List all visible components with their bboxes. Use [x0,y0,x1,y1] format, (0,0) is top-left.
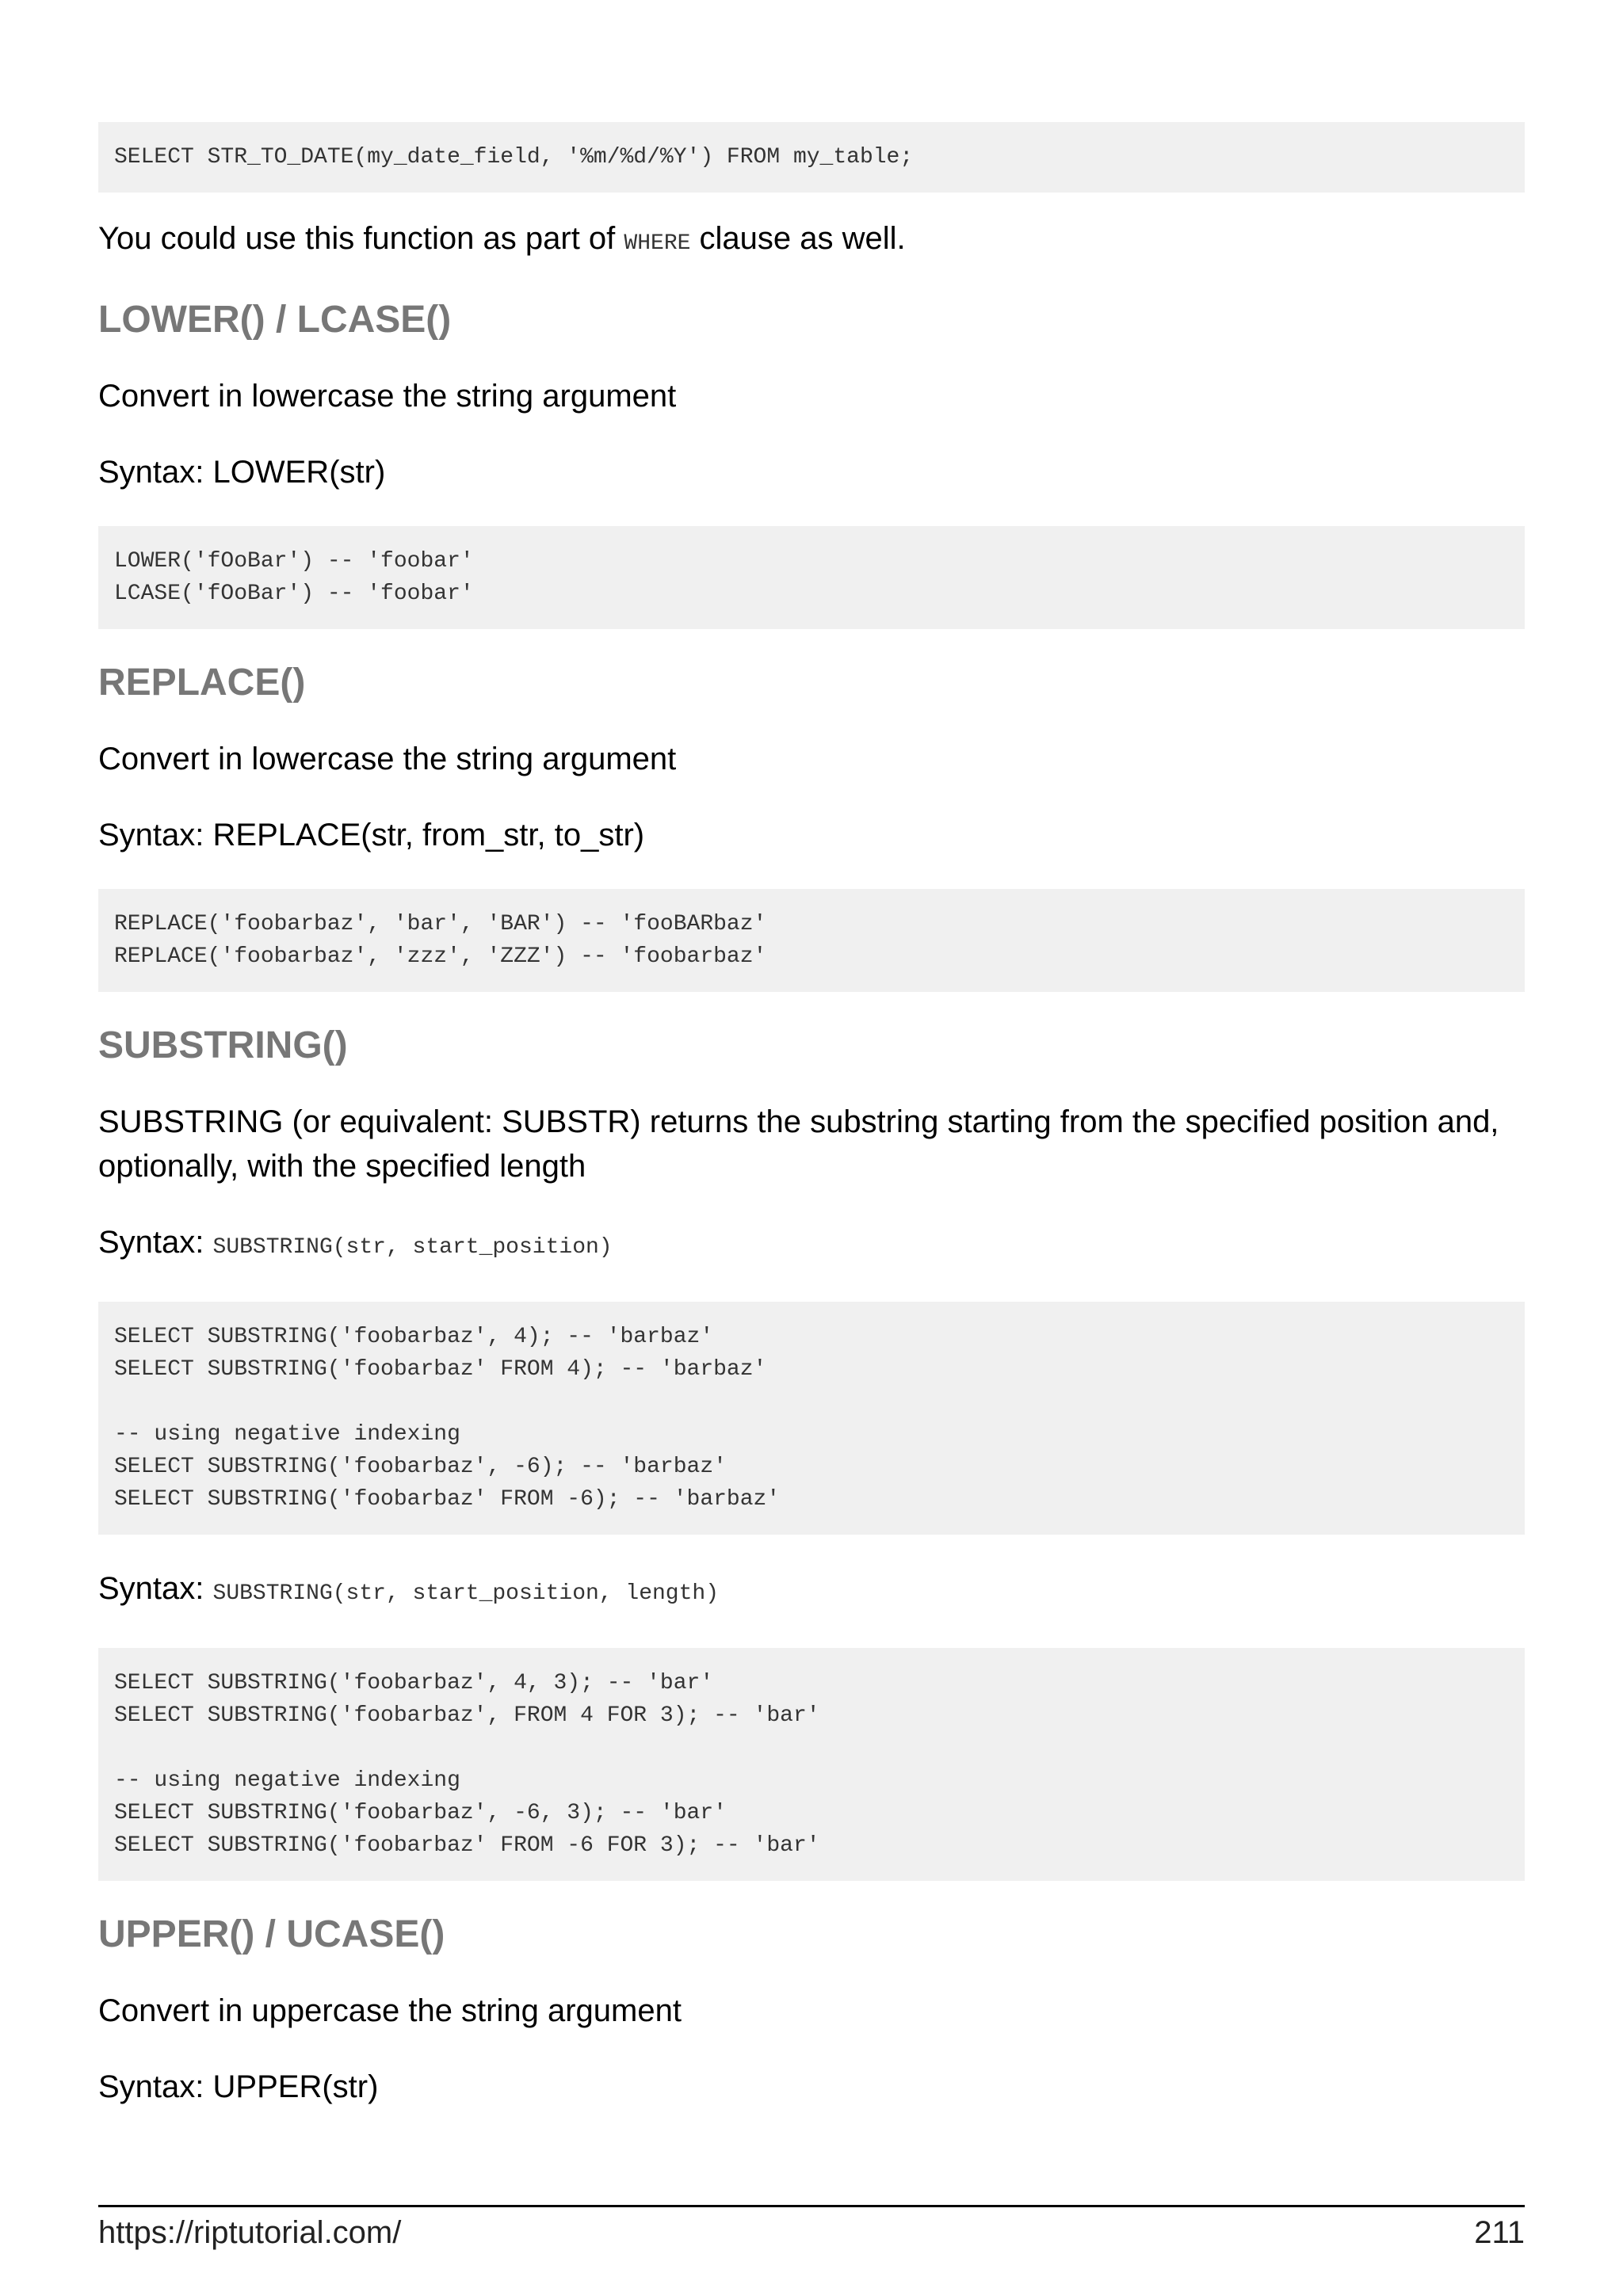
code-line: -- using negative indexing [114,1422,460,1447]
upper-description: Convert in uppercase the string argument [98,1993,682,2028]
substring-syntax-2: Syntax: SUBSTRING(str, start_position, length) [98,1571,720,1606]
code-line: -- using negative indexing [114,1768,460,1793]
heading-substring: SUBSTRING() [98,1024,348,1066]
footer-url[interactable]: https://riptutorial.com/ [98,2215,402,2250]
page-number: 211 [1474,2215,1525,2250]
code-line: SELECT SUBSTRING('foobarbaz' FROM -6 FOR 3); -- 'bar' [114,1833,820,1858]
inline-code-substring-syntax-2: SUBSTRING(str, start_position, length) [212,1581,720,1606]
code-line: SELECT SUBSTRING('foobarbaz', 4); -- 'barbaz' [114,1325,714,1349]
code-block-substring-1 [98,1302,1525,1535]
code-block-lower [98,526,1525,629]
replace-syntax: Syntax: REPLACE(str, from_str, to_str) [98,818,645,852]
code-line: SELECT SUBSTRING('foobarbaz', 4, 3); -- 'bar' [114,1671,714,1695]
code-block-substring-2 [98,1648,1525,1881]
code-line: REPLACE('foobarbaz', 'zzz', 'ZZZ') -- 'foobarbaz' [114,944,767,969]
code-line: SELECT SUBSTRING('foobarbaz', -6, 3); -- 'bar' [114,1801,727,1825]
code-line: SELECT SUBSTRING('foobarbaz', -6); -- 'barbaz' [114,1455,727,1479]
inline-code-substring-syntax-1: SUBSTRING(str, start_position) [212,1235,613,1260]
replace-description: Convert in lowercase the string argument [98,742,677,776]
heading-upper: UPPER() / UCASE() [98,1913,445,1955]
code-block-str-to-date [98,122,1525,193]
code-line: SELECT STR_TO_DATE(my_date_field, '%m/%d/%Y') FROM my_table; [114,145,914,170]
heading-replace: REPLACE() [98,662,306,704]
page-footer [98,2205,1525,2252]
code-line: SELECT SUBSTRING('foobarbaz' FROM -6); -- 'barbaz' [114,1487,781,1512]
page-content [98,122,1525,2109]
upper-syntax: Syntax: UPPER(str) [98,2069,379,2104]
code-line: REPLACE('foobarbaz', 'bar', 'BAR') -- 'fooBARbaz' [114,912,767,936]
code-line [114,1732,1509,1764]
substring-description: SUBSTRING (or equivalent: SUBSTR) returns the substring starting from the specified position and, optionally, with the specified length [98,1104,1499,1184]
code-block-replace [98,889,1525,992]
code-line: SELECT SUBSTRING('foobarbaz', FROM 4 FOR 3); -- 'bar' [114,1703,820,1728]
inline-code-where: WHERE [624,231,691,256]
heading-lower: LOWER() / LCASE() [98,299,452,341]
code-line [114,1386,1509,1418]
code-line: SELECT SUBSTRING('foobarbaz' FROM 4); -- 'barbaz' [114,1357,767,1382]
lower-syntax: Syntax: LOWER(str) [98,455,386,490]
where-note: You could use this function as part of WHERE clause as well. [98,221,906,256]
lower-description: Convert in lowercase the string argument [98,379,677,414]
code-line: LCASE('fOoBar') -- 'foobar' [114,582,474,606]
code-line: LOWER('fOoBar') -- 'foobar' [114,549,474,574]
substring-syntax-1: Syntax: SUBSTRING(str, start_position) [98,1225,613,1260]
